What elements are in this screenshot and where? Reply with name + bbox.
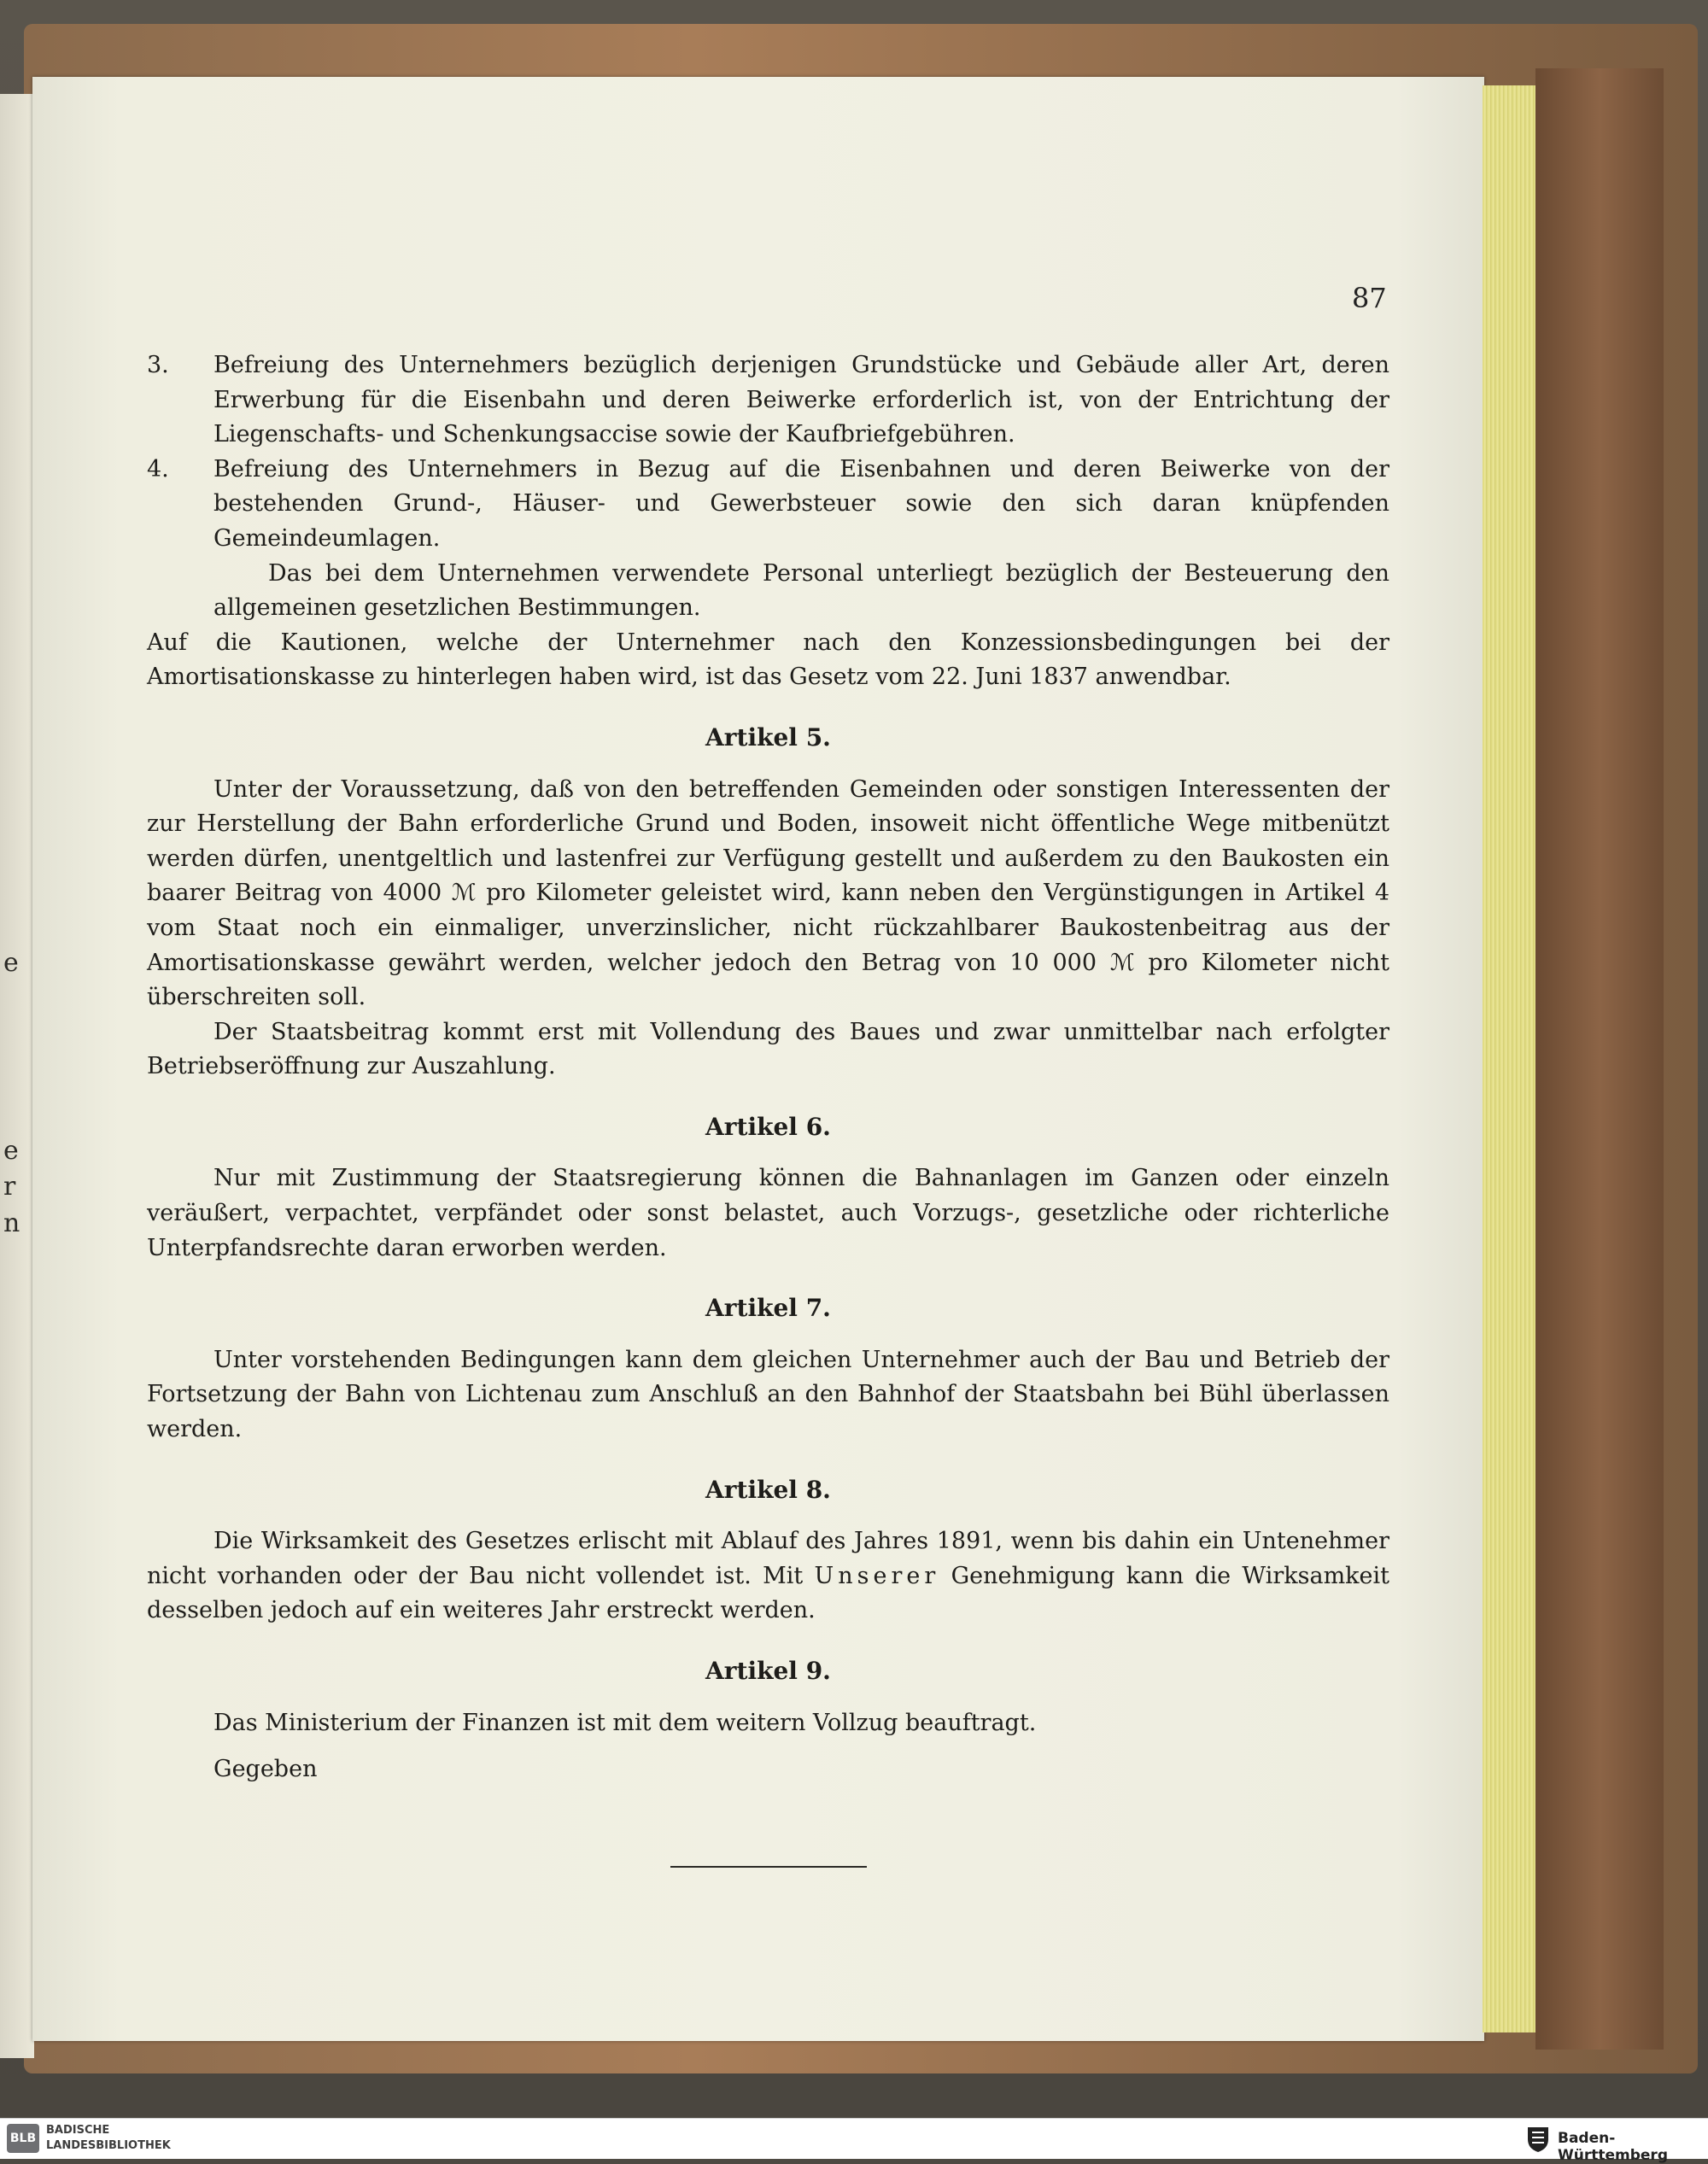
list-item-text: Befreiung des Unternehmers bezüglich derjenigen Grundstücke und Gebäude aller Art, deren Erwerbung für die Eisenbahn und deren Beiwerke erforderlich ist, von der Entrichtung der Liegenschafts- und Schenkungsaccise sowie der Kaufbriefgebühren. <box>214 352 1389 448</box>
book-page <box>32 77 1484 2041</box>
text-segment: Genehmigung kann die Wirksamkeit desselben jedoch auf ein weiteres Jahr erstreckt werden. <box>147 1562 1389 1624</box>
bw-label[interactable]: Baden-Württemberg <box>1558 2130 1668 2164</box>
article-heading: Artikel 7. <box>705 1294 831 1323</box>
viewer-footer <box>0 2118 1708 2164</box>
article-heading: Artikel 5. <box>705 722 831 752</box>
blb-name-line: LANDESBIBLIOTHEK <box>46 2139 171 2152</box>
article-heading: Artikel 8. <box>705 1475 831 1504</box>
blb-name-line: BADISCHE <box>46 2124 110 2137</box>
article-paragraph: Nur mit Zustimmung der Staatsregierung können die Bahnanlagen im Ganzen oder einzeln veräußert, verpachtet, verpfändet oder sonst belastet, auch Vorzugs-, gesetzliche oder richterliche Unterpfandsrechte daran erworben werden. <box>147 1165 1389 1261</box>
blb-logo[interactable]: BLB <box>7 2124 39 2153</box>
end-rule <box>670 1866 867 1868</box>
article-paragraph: Unter der Voraussetzung, daß von den betreffenden Gemeinden oder sonstigen Interessenten der zur Herstellung der Bahn erforderliche Grund und Boden, insoweit nicht öffentliche Wege mitbenützt werden dürfen, unentgeltlich und lastenfrei zur Verfügung gestellt und außerdem zu den Baukosten ein baarer Beitrag von 4000 ℳ pro Kilometer geleistet wird, kann neben den Vergünstigungen in Artikel 4 vom Staat noch ein einmaliger, unverzinslicher, nicht rückzahlbarer Baukostenbeitrag aus der Amortisationskasse gewährt werden, welcher jedoch den Betrag von 10 000 ℳ pro Kilometer nicht überschreiten soll. <box>147 775 1389 1011</box>
personal-paragraph: Das bei dem Unternehmen verwendete Personal unterliegt bezüglich der Besteuerung den allgemeinen gesetzlichen Bestimmungen. <box>214 559 1389 622</box>
article-heading: Artikel 9. <box>705 1657 831 1685</box>
margin-char: e <box>3 948 19 978</box>
margin-char: e <box>3 1136 19 1166</box>
spaced-word: Unserer <box>814 1562 940 1589</box>
page-number: 87 <box>1352 282 1387 314</box>
kautionen-paragraph: Auf die Kautionen, welche der Unternehmer nach den Konzessionsbedingungen bei der Amortisationskasse zu hinterlegen haben wird, ist das Gesetz vom 22. Juni 1837 anwendbar. <box>147 629 1389 691</box>
text-segment: Die Wirksamkeit des Gesetzes erlischt mit Ablauf des Jahres 1891, wenn bis dahin ein Untenehmer nicht vorhanden oder der Bau nicht vollendet ist. Mit <box>147 1528 1389 1589</box>
closing-text: Gegeben <box>214 1756 318 1783</box>
book-spine-edge <box>1535 68 1664 2050</box>
article-paragraph: Das Ministerium der Finanzen ist mit dem weitern Vollzug beauftragt. <box>214 1709 1037 1736</box>
list-item <box>147 348 1389 453</box>
gilt-page-edge <box>1483 85 1535 2032</box>
left-page-edge <box>0 94 34 2058</box>
page-content <box>147 348 1389 1868</box>
list-item-number: 3. <box>147 352 169 378</box>
article-paragraph: Der Staatsbeitrag kommt erst mit Vollendung des Baues und zwar unmittelbar nach erfolgter Betriebseröffnung zur Auszahlung. <box>147 1018 1389 1080</box>
margin-char: r <box>3 1172 16 1202</box>
article-paragraph: Unter vorstehenden Bedingungen kann dem gleichen Unternehmer auch der Bau und Betrieb der Fortsetzung der Bahn von Lichtenau zum Anschluß an den Bahnhof der Staatsbahn bei Bühl überlassen werden. <box>147 1346 1389 1443</box>
bw-crest-icon <box>1525 2126 1551 2153</box>
blb-name <box>46 2123 171 2154</box>
list-item-number: 4. <box>147 455 169 483</box>
list-item-text: Befreiung des Unternehmers in Bezug auf die Eisenbahnen und deren Beiwerke von der bestehenden Grund-, Häuser- und Gewerbsteuer sowie den sich daran knüpfenden Gemeindeumlagen. <box>214 455 1389 552</box>
article-heading: Artikel 6. <box>705 1112 831 1141</box>
margin-char: n <box>3 1208 20 1238</box>
article-paragraph <box>147 1524 1389 1629</box>
list-item <box>147 453 1389 557</box>
